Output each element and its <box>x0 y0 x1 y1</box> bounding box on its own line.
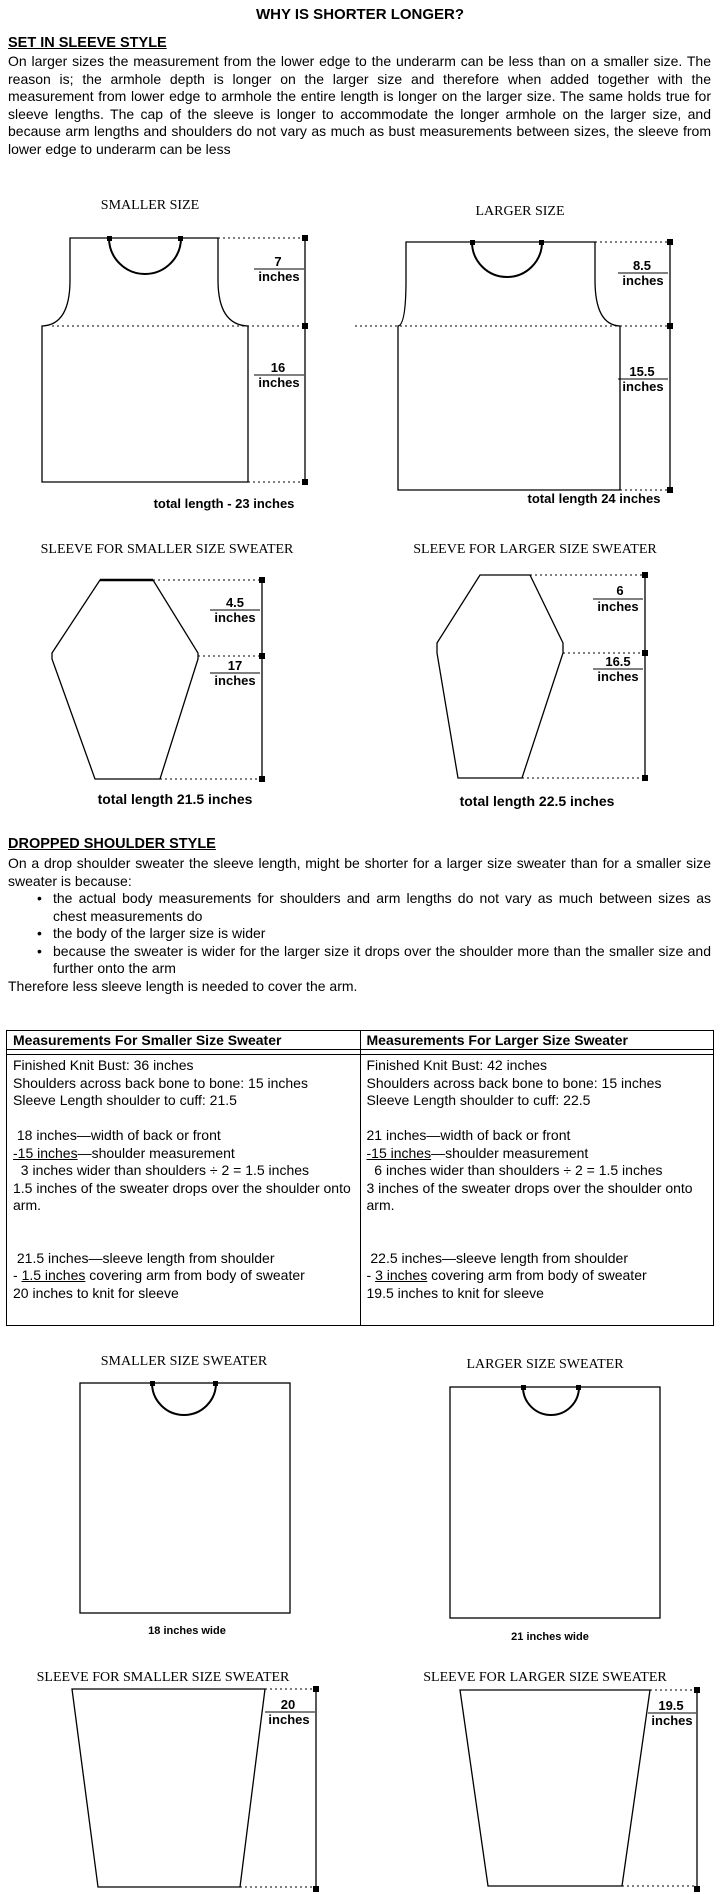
measure-marker <box>302 479 308 485</box>
larger-drop-sleeve-value: 19.5 <box>658 1698 684 1713</box>
smaller-drop-neckline <box>152 1383 216 1415</box>
dropped-shoulder-intro: On a drop shoulder sweater the sleeve length, might be shorter for a larger size sweater than for a smaller size sweater is because: <box>8 855 711 889</box>
larger-minus-shoulder-label: —shoulder measurement <box>431 1144 589 1161</box>
smaller-bust: Finished Knit Bust: 36 inches <box>13 1057 194 1073</box>
neck-marker <box>213 1381 218 1386</box>
neck-marker <box>150 1381 155 1386</box>
measure-marker <box>667 239 673 245</box>
smaller-cover-prefix: - <box>13 1267 22 1283</box>
measure-marker <box>642 572 648 578</box>
larger-cover-value: 3 inches <box>375 1267 428 1283</box>
list-item: • the body of the larger size is wider <box>8 925 711 943</box>
larger-sleeve-length: Sleeve Length shoulder to cuff: 22.5 <box>366 1092 591 1108</box>
larger-neckline <box>472 242 542 277</box>
smaller-armhole-value: 7 <box>274 254 282 269</box>
smaller-drops: 1.5 inches of the sweater drops over the shoulder onto arm. <box>13 1179 351 1213</box>
measure-marker <box>667 323 673 329</box>
table-row <box>7 1055 714 1326</box>
smaller-knit: 20 inches to knit for sleeve <box>13 1284 179 1301</box>
smaller-cover <box>13 1267 354 1285</box>
larger-armhole-value: 8.5 <box>632 258 652 273</box>
larger-drop-sleeve-outline <box>460 1690 650 1886</box>
larger-size-title: LARGER SIZE <box>475 204 565 219</box>
smaller-total-length-caption: total length - 23 inches <box>153 496 295 511</box>
larger-drop-body-diagram <box>360 1340 710 1650</box>
smaller-sleeve-total-caption: total length 21.5 inches <box>97 791 253 807</box>
measure-marker <box>259 776 265 782</box>
smaller-drop-body-caption: 18 inches wide <box>148 1625 226 1637</box>
measure-marker <box>259 577 265 583</box>
larger-drop-body-title: LARGER SIZE SWEATER <box>466 1357 624 1372</box>
smaller-drop-body-outline <box>80 1383 290 1613</box>
smaller-size-body-diagram <box>0 190 340 520</box>
larger-bust: Finished Knit Bust: 42 inches <box>366 1057 548 1073</box>
smaller-minus-shoulder-label: —shoulder measurement <box>77 1144 235 1161</box>
larger-column-header: Measurements For Larger Size Sweater <box>360 1031 714 1050</box>
table-header-row <box>7 1031 714 1050</box>
larger-drop-body-outline <box>450 1387 660 1618</box>
larger-minus-shoulder-value: -15 inches <box>366 1144 432 1161</box>
neck-marker <box>576 1385 581 1390</box>
larger-drop-body-caption: 21 inches wide <box>511 1631 589 1643</box>
list-item: • the actual body measurements for shoulders and arm lengths do not vary as much between sizes as chest measurements do <box>8 890 711 925</box>
larger-size-body-diagram <box>360 190 710 520</box>
smaller-measurements-cell <box>7 1055 361 1326</box>
measure-marker <box>642 775 648 781</box>
larger-set-in-sleeve-diagram <box>360 535 710 820</box>
smaller-drop-body-diagram <box>0 1340 350 1650</box>
set-in-sleeve-paragraph: On larger sizes the measurement from the lower edge to the underarm can be less than on a smaller size. The reason is; the armhole depth is longer on the larger size and therefore when added together with the measurement from lower edge to armhole the entire length is longer on the larger size. The same holds true for sleeve lengths. The cap of the sleeve is longer to accommodate the longer armhole on the larger size, and because arm lengths and shoulders do not vary as much as bust measurements between sizes, the sleeve from lower edge to underarm can be less <box>8 53 711 157</box>
larger-cover <box>367 1267 708 1285</box>
dropped-shoulder-reasons <box>8 890 711 978</box>
list-item: • because the sweater is wider for the larger size it drops over the shoulder more than the smaller size and further onto the arm <box>8 943 711 978</box>
measure-marker <box>313 1686 319 1692</box>
larger-shoulders: Shoulders across back bone to bone: 15 inches <box>366 1074 662 1091</box>
larger-sleeve-length-unit: inches <box>597 669 639 684</box>
measure-marker <box>694 1687 700 1693</box>
page-title: WHY IS SHORTER LONGER? <box>255 6 465 23</box>
smaller-sleeve-length: Sleeve Length shoulder to cuff: 21.5 <box>13 1092 237 1108</box>
larger-wider: 6 inches wider than shoulders ÷ 2 = 1.5 inches <box>366 1162 663 1178</box>
smaller-sleeve-title: SLEEVE FOR SMALLER SIZE SWEATER <box>40 542 294 557</box>
larger-sleeve-from-shoulder: 22.5 inches—sleeve length from shoulder <box>366 1249 628 1266</box>
smaller-body-length-value: 16 <box>270 360 286 375</box>
smaller-drop-sleeve-unit: inches <box>268 1712 310 1727</box>
smaller-wider: 3 inches wider than shoulders ÷ 2 = 1.5 inches <box>13 1162 310 1178</box>
smaller-minus-shoulder <box>13 1145 354 1163</box>
neck-marker <box>539 240 544 245</box>
larger-sleeve-total-caption: total length 22.5 inches <box>459 793 615 809</box>
larger-body-length-unit: inches <box>622 379 664 394</box>
set-in-sleeve-heading: SET IN SLEEVE STYLE <box>8 35 167 51</box>
larger-sleeve-length-value: 16.5 <box>605 654 631 669</box>
neck-marker <box>521 1385 526 1390</box>
neck-marker <box>470 240 475 245</box>
smaller-neckline <box>109 238 181 274</box>
smaller-drop-sleeve-outline <box>72 1689 265 1887</box>
larger-armhole-unit: inches <box>622 273 664 288</box>
smaller-minus-shoulder-value: -15 inches <box>13 1144 78 1161</box>
measure-marker <box>667 487 673 493</box>
smaller-sleeve-length-value: 17 <box>227 658 243 673</box>
measure-marker <box>642 650 648 656</box>
smaller-cap-unit: inches <box>214 610 256 625</box>
measure-marker <box>694 1886 700 1892</box>
measurements-table <box>6 1030 714 1326</box>
smaller-cap-value: 4.5 <box>225 595 245 610</box>
larger-drops: 3 inches of the sweater drops over the shoulder onto arm. <box>366 1179 693 1213</box>
measure-marker <box>302 323 308 329</box>
dropped-shoulder-heading: DROPPED SHOULDER STYLE <box>8 836 216 852</box>
smaller-shoulders: Shoulders across back bone to bone: 15 inches <box>13 1074 308 1091</box>
smaller-sleeve-length-unit: inches <box>214 673 256 688</box>
smaller-sleeve-from-shoulder: 21.5 inches—sleeve length from shoulder <box>13 1249 275 1266</box>
smaller-size-title: SMALLER SIZE <box>100 198 200 213</box>
smaller-armhole-unit: inches <box>258 269 300 284</box>
smaller-drop-sleeve-value: 20 <box>280 1697 296 1712</box>
neck-marker <box>178 236 183 241</box>
smaller-column-header: Measurements For Smaller Size Sweater <box>7 1031 361 1050</box>
larger-drop-sleeve-title: SLEEVE FOR LARGER SIZE SWEATER <box>423 1670 667 1685</box>
larger-body-outline <box>398 242 620 490</box>
measure-marker <box>313 1886 319 1892</box>
larger-measurements-cell <box>360 1055 714 1326</box>
larger-body-length-value: 15.5 <box>629 364 655 379</box>
larger-cap-value: 6 <box>616 583 624 598</box>
smaller-cover-value: 1.5 inches <box>21 1267 86 1283</box>
smaller-body-length-unit: inches <box>258 375 300 390</box>
measure-marker <box>302 235 308 241</box>
smaller-set-in-sleeve-diagram <box>0 535 345 820</box>
larger-sleeve-title: SLEEVE FOR LARGER SIZE SWEATER <box>413 542 657 557</box>
larger-drop-sleeve-diagram <box>360 1664 710 1894</box>
larger-drop-sleeve-unit: inches <box>651 1713 693 1728</box>
smaller-sleeve-outline <box>52 580 198 779</box>
smaller-width: 18 inches—width of back or front <box>13 1127 221 1143</box>
larger-width: 21 inches—width of back or front <box>366 1127 571 1143</box>
larger-cover-prefix: - <box>366 1267 376 1283</box>
larger-minus-shoulder <box>367 1145 708 1163</box>
larger-cover-label: covering arm from body of sweater <box>427 1267 647 1283</box>
larger-sleeve-outline <box>437 575 563 778</box>
smaller-drop-sleeve-diagram <box>0 1664 350 1894</box>
larger-cap-unit: inches <box>597 599 639 614</box>
neck-marker <box>107 236 112 241</box>
dropped-shoulder-conclusion: Therefore less sleeve length is needed to cover the arm. <box>8 978 358 994</box>
larger-total-length-caption: total length 24 inches <box>527 491 661 506</box>
larger-knit: 19.5 inches to knit for sleeve <box>366 1284 544 1301</box>
smaller-drop-body-title: SMALLER SIZE SWEATER <box>100 1354 268 1369</box>
measure-marker <box>259 653 265 659</box>
smaller-drop-sleeve-title: SLEEVE FOR SMALLER SIZE SWEATER <box>36 1670 290 1685</box>
smaller-cover-label: covering arm from body of sweater <box>85 1267 305 1283</box>
larger-drop-neckline <box>523 1387 579 1415</box>
